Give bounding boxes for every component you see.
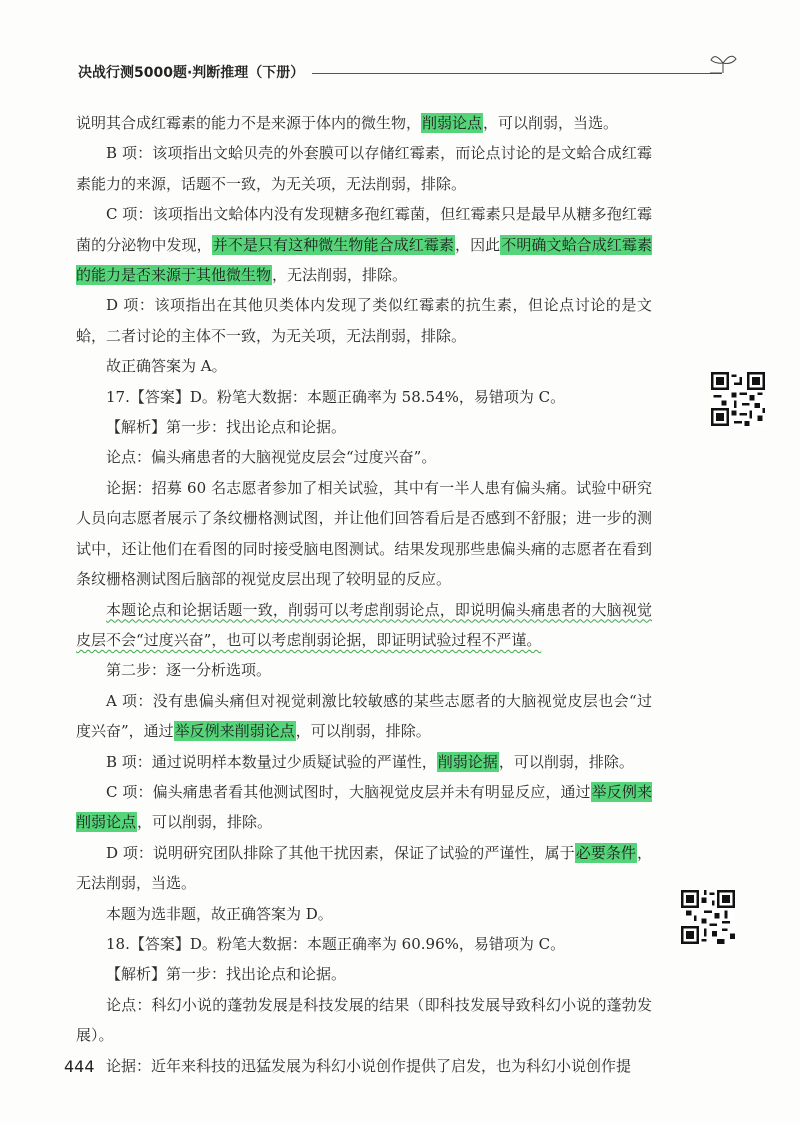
running-header <box>60 62 740 86</box>
highlight: 削弱论据 <box>437 752 498 771</box>
paragraph: B 项：该项指出文蛤贝壳的外套膜可以存储红霉素，而论点讨论的是文蛤合成红霉素能力的来源，话题不一致，为无关项，无法削弱，排除。 <box>76 144 652 193</box>
paragraph: D 项：该项指出在其他贝类体内发现了类似红霉素的抗生素，但论点讨论的是文蛤，二者讨论的主体不一致，为无关项，无法削弱，排除。 <box>76 296 652 345</box>
paragraph: 论据：近年来科技的迅猛发展为科幻小说创作提供了启发，也为科幻小说创作提 <box>106 1056 632 1075</box>
paragraph: 本题为选非题，故正确答案为 D。 <box>106 904 333 923</box>
highlight: 举反例来削弱论点 <box>174 722 295 741</box>
analysis-tag: 【解析】 <box>106 418 167 437</box>
highlight: 不明确文蛤合成红霉素的能力是否来源于其他微生物 <box>76 235 652 285</box>
page-number: 444 <box>64 1057 95 1076</box>
highlight: 并不是只有这种微生物能合成红霉素 <box>212 235 454 254</box>
paragraph: C 项：偏头痛患者看其他测试图时，大脑视觉皮层并未有明显反应，通过举反例来削弱论点，可以削弱，排除。 <box>76 782 652 832</box>
sprout-icon <box>706 48 740 82</box>
paragraph: 故正确答案为 A。 <box>106 357 227 376</box>
paragraph: B 项：通过说明样本数量过少质疑试验的严谨性，削弱论据，可以削弱，排除。 <box>106 752 634 771</box>
highlight: 必要条件 <box>575 843 636 862</box>
paragraph: C 项：该项指出文蛤体内没有发现糖多孢红霉菌，但红霉素只是最早从糖多孢红霉菌的分泌物中发现，并不是只有这种微生物能合成红霉素，因此不明确文蛤合成红霉素的能力是否来源于其他微生物，无法削弱，排除。 <box>76 205 652 285</box>
paragraph: D 项：说明研究团队排除了其他干扰因素，保证了试验的严谨性，属于必要条件，无法削弱，当选。 <box>76 843 652 893</box>
paragraph: A 项：没有患偏头痛但对视觉刺激比较敏感的某些志愿者的大脑视觉皮层也会“过度兴奋”，通过举反例来削弱论点，可以削弱，排除。 <box>76 691 652 741</box>
highlight: 削弱论点 <box>422 114 483 132</box>
paragraph <box>76 595 652 656</box>
qr-code-icon[interactable] <box>681 890 735 944</box>
highlight: 举反例来削弱论点 <box>76 782 652 832</box>
answer-tag: 【答案】 <box>129 387 190 406</box>
paragraph: 第二步：逐一分析选项。 <box>106 661 272 680</box>
analysis-line: 【解析】第一步：找出论点和论据。 <box>106 965 347 984</box>
analysis-line: 【解析】第一步：找出论点和论据。 <box>106 418 347 437</box>
analysis-tag: 【解析】 <box>106 965 167 984</box>
header-title: 决战行测5000题·判断推理（下册） <box>78 62 312 82</box>
answer-tag: 【答案】 <box>129 934 190 953</box>
answer-line: 18.【答案】D。粉笔大数据：本题正确率为 60.96%，易错项为 C。 <box>106 934 566 953</box>
paragraph: 论点：科幻小说的蓬勃发展是科技发展的结果（即科技发展导致科幻小说的蓬勃发展）。 <box>76 995 652 1045</box>
page-body <box>76 108 652 1081</box>
paragraph: 论据：招募 60 名志愿者参加了相关试验，其中有一半人患有偏头痛。试验中研究人员向志愿者展示了条纹栅格测试图，并让他们回答看后是否感到不舒服；进一步的测试中，还让他们在看图的同时接受脑电图测试。结果发现那些患偏头痛的志愿者在看到条纹栅格测试图后脑部的视觉皮层出现了较明显的反应。 <box>76 478 652 589</box>
answer-line: 17.【答案】D。粉笔大数据：本题正确率为 58.54%，易错项为 C。 <box>106 387 566 406</box>
qr-code-icon[interactable] <box>711 372 765 426</box>
wavy-underline: 本题论点和论据话题一致，削弱可以考虑削弱论点，即说明偏头痛患者的大脑视觉皮层不会“过度兴奋”，也可以考虑削弱论据，即证明试验过程不严谨。 <box>76 600 652 649</box>
paragraph: 论点：偏头痛患者的大脑视觉皮层会“过度兴奋”。 <box>106 448 437 467</box>
paragraph: 说明其合成红霉素的能力不是来源于体内的微生物，削弱论点，可以削弱，当选。 <box>76 114 619 132</box>
